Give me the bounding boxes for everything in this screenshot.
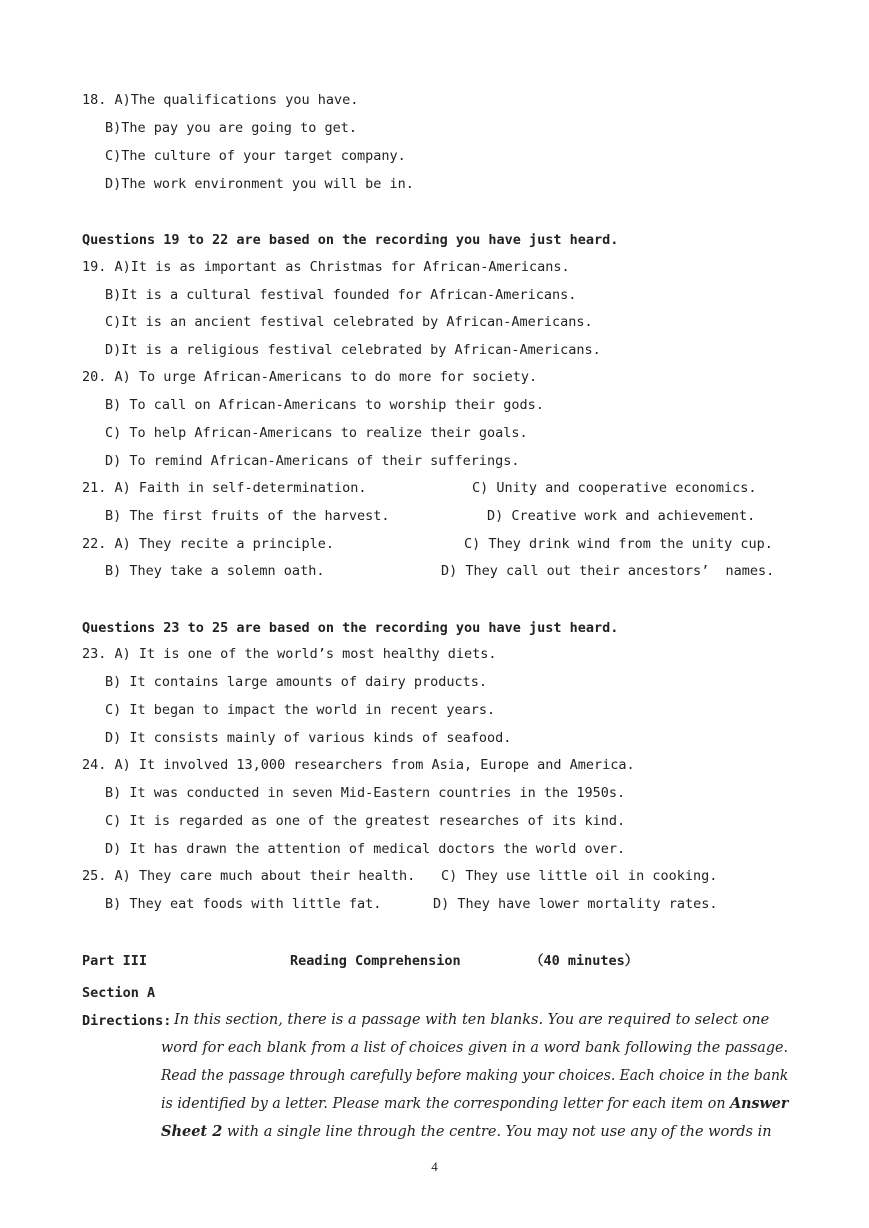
q22-option-c: C) They drink wind from the unity cup. [464, 536, 773, 552]
q20-option-c: C) To help African-Americans to realize their goals. [105, 425, 528, 441]
directions-line-2: word for each blank from a list of choices given in a word bank following the passage. [161, 1040, 789, 1056]
q19-option-b: B)It is a cultural festival founded for African-Americans. [105, 287, 577, 303]
q23-option-c: C) It began to impact the world in recent years. [105, 702, 496, 718]
q25-option-b: B) They eat foods with little fat. [105, 896, 382, 912]
q21-option-b: B) The first fruits of the harvest. [105, 508, 390, 524]
directions-line-4 [161, 1095, 788, 1113]
q23-option-d: D) It consists mainly of various kinds of seafood. [105, 730, 512, 746]
directions-line-5 [161, 1123, 772, 1141]
q23-option-a: 23. A) It is one of the world’s most healthy diets. [82, 646, 497, 662]
q18-option-c: C)The culture of your target company. [105, 148, 406, 164]
q19-option-d: D)It is a religious festival celebrated by African-Americans. [105, 342, 601, 358]
answer-sheet-emphasis: Answer [730, 1095, 789, 1112]
q24-option-c: C) It is regarded as one of the greatest researches of its kind. [105, 813, 626, 829]
q21-option-a: 21. A) Faith in self-determination. [82, 480, 367, 496]
q19-option-c: C)It is an ancient festival celebrated by African-Americans. [105, 314, 593, 330]
section-a-heading: Section A [82, 985, 156, 1001]
q21-option-d: D) Creative work and achievement. [487, 508, 756, 524]
directions-line-5-text: with a single line through the centre. You may not use any of the words in [222, 1124, 772, 1140]
q24-option-a: 24. A) It involved 13,000 researchers from Asia, Europe and America. [82, 757, 635, 773]
q24-option-b: B) It was conducted in seven Mid-Eastern countries in the 1950s. [105, 785, 626, 801]
q23-option-b: B) It contains large amounts of dairy products. [105, 674, 488, 690]
page-number: 4 [431, 1159, 438, 1174]
directions-line-3: Read the passage through carefully before making your choices. Each choice in the bank [161, 1068, 789, 1084]
q22-option-d: D) They call out their ancestors’ names. [441, 563, 775, 579]
q25-option-c: C) They use little oil in cooking. [441, 868, 718, 884]
part-time: （40 minutes） [530, 953, 639, 969]
directions-line-4-text: is identified by a letter. Please mark the corresponding letter for each item on [161, 1096, 731, 1112]
q18-option-b: B)The pay you are going to get. [105, 120, 357, 136]
q18-option-a: 18. A)The qualifications you have. [82, 92, 359, 108]
q19-option-a: 19. A)It is as important as Christmas for African-Americans. [82, 259, 570, 275]
part-label: Part III [82, 953, 148, 969]
q24-option-d: D) It has drawn the attention of medical doctors the world over. [105, 841, 626, 857]
q20-option-b: B) To call on African-Americans to worship their gods. [105, 397, 544, 413]
section-header-23-25: Questions 23 to 25 are based on the recording you have just heard. [82, 620, 619, 636]
q22-option-a: 22. A) They recite a principle. [82, 536, 334, 552]
answer-sheet-2-emphasis: Sheet 2 [161, 1123, 223, 1140]
q18-option-d: D)The work environment you will be in. [105, 176, 414, 192]
directions-label: Directions: [82, 1013, 172, 1029]
section-header-19-22: Questions 19 to 22 are based on the recording you have just heard. [82, 232, 619, 248]
part-title: Reading Comprehension [290, 953, 461, 969]
directions-line-1: In this section, there is a passage with ten blanks. You are required to select one [174, 1012, 770, 1028]
q22-option-b: B) They take a solemn oath. [105, 563, 325, 579]
q25-option-a: 25. A) They care much about their health. [82, 868, 416, 884]
q21-option-c: C) Unity and cooperative economics. [472, 480, 757, 496]
q25-option-d: D) They have lower mortality rates. [433, 896, 718, 912]
q20-option-d: D) To remind African-Americans of their sufferings. [105, 453, 520, 469]
q20-option-a: 20. A) To urge African-Americans to do more for society. [82, 369, 538, 385]
